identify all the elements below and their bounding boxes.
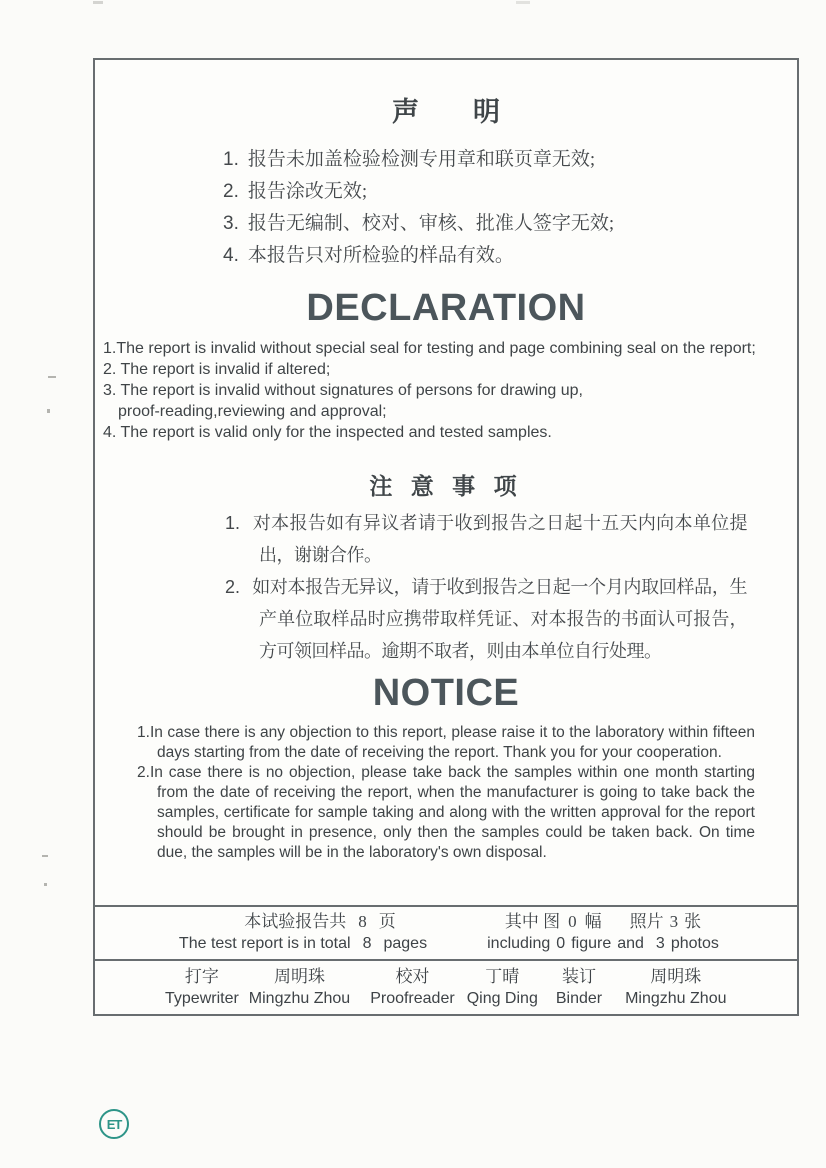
photo-unit-cn: 张 — [684, 912, 702, 931]
staff-role-binder — [556, 966, 602, 1010]
item-number: 1. — [225, 513, 241, 533]
scan-artifact — [44, 883, 47, 886]
photo-unit-en: photos — [670, 935, 719, 952]
item-text: 报告无编制、校对、审核、批准人签字无效; — [247, 213, 615, 234]
staff-row — [95, 959, 797, 1014]
item-text: 如对本报告无异议，请于收到报告之日起一个月内取回样品，生产单位取样品时应携带取样凭证、对本报告的书面认可报告，方可领回样品。逾期不取者，则由本单位自行处理。 — [252, 577, 747, 661]
item-number: 2. — [137, 764, 150, 781]
staff-name-cn: 周明珠 — [273, 966, 325, 986]
notice-en-item — [137, 763, 755, 863]
role-label-cn: 打字 — [184, 966, 219, 986]
declaration-cn-item — [223, 144, 757, 176]
scan-artifact — [516, 1, 530, 4]
figure-photo-count-block — [473, 911, 733, 955]
staff-name-en: Mingzhu Zhou — [625, 989, 727, 1007]
page-count-row — [95, 905, 797, 959]
role-label-en: Typewriter — [165, 989, 239, 1007]
declaration-list-cn — [223, 144, 757, 272]
declaration-en-item-continuation: proof-reading,reviewing and approval; — [118, 403, 387, 420]
lab-stamp-icon: ET — [99, 1109, 129, 1139]
report-border-box — [93, 58, 799, 1016]
declaration-en-item: 2. The report is invalid if altered; — [103, 361, 331, 378]
scan-artifact — [42, 855, 48, 857]
scan-artifact — [93, 1, 103, 4]
page-count-block — [165, 911, 441, 955]
item-number: 2. — [225, 577, 241, 597]
declaration-en-item: 3. The report is invalid without signatures of persons for drawing up, — [103, 382, 583, 399]
figure-count-value: 0 — [568, 912, 577, 931]
item-text: 报告涂改无效; — [247, 181, 368, 202]
declaration-en-item: 1.The report is invalid without special seal for testing and page combining seal on the report; — [103, 340, 756, 357]
declaration-cn-item — [223, 240, 757, 272]
figure-count-value: 0 — [556, 935, 566, 952]
staff-name-cn: 丁晴 — [485, 966, 520, 986]
page-unit-cn: 页 — [378, 912, 396, 931]
notice-list-en — [137, 723, 755, 863]
staff-name-proofreader — [467, 966, 538, 1010]
role-label-en: Proofreader — [370, 989, 455, 1007]
photos-label-cn: 照片 — [629, 912, 664, 931]
declaration-cn-item — [223, 208, 757, 240]
item-text: In case there is no objection, please take back the samples within one month starting from the date of receiving the report, when the manufacturer is going to take back the samples, certificate for sample taking and along with the written approval for the report should be brought in presence, only then the samples could be taken back. On time due, the samples will be in the laboratory's own disposal. — [149, 764, 755, 861]
staff-name-binder — [625, 966, 726, 1010]
item-number: 4. — [223, 245, 239, 266]
role-label-cn: 校对 — [395, 966, 430, 986]
scan-artifact — [48, 376, 56, 378]
item-number: 1. — [223, 149, 239, 170]
report-content — [95, 60, 797, 905]
declaration-cn-item — [223, 176, 757, 208]
photo-count-value: 3 — [655, 935, 665, 952]
notice-cn-item — [225, 507, 747, 571]
staff-name-en: Qing Ding — [466, 989, 538, 1007]
role-label-cn: 装订 — [561, 966, 596, 986]
staff-role-typewriter — [165, 966, 239, 1010]
photo-count-value: 3 — [669, 912, 679, 931]
scan-artifact — [47, 409, 50, 413]
declaration-en-item: 4. The report is valid only for the inspected and tested samples. — [103, 424, 552, 441]
staff-name-typewriter — [249, 966, 350, 1010]
staff-role-proofreader — [370, 966, 455, 1010]
item-text: In case there is any objection to this report, please raise it to the laboratory within fifteen days starting from the date of receiving the report. Thank you for your cooperation. — [149, 724, 755, 761]
page-count-value: 8 — [362, 935, 372, 952]
role-label-en: Binder — [555, 989, 603, 1007]
figure-photo-count-en — [473, 933, 733, 955]
notice-list-cn — [225, 507, 747, 667]
notice-title-en: NOTICE — [372, 672, 520, 714]
item-text: 本报告只对所检验的样品有效。 — [247, 245, 514, 266]
declaration-title-en: DECLARATION — [306, 287, 586, 329]
page-count-value: 8 — [358, 912, 367, 931]
page-count-en — [165, 933, 441, 955]
including-label-cn: 其中 图 — [504, 912, 561, 931]
item-text: 对本报告如有异议者请于收到报告之日起十五天内向本单位提出，谢谢合作。 — [252, 513, 747, 565]
item-text: 报告未加盖检验检测专用章和联页章无效; — [247, 149, 596, 170]
staff-name-en: Mingzhu Zhou — [248, 989, 351, 1007]
item-number: 1. — [137, 724, 150, 741]
figure-unit-en: figure — [571, 935, 612, 952]
notice-en-item — [137, 723, 755, 763]
figure-photo-count-cn — [473, 911, 733, 933]
declaration-list-en — [103, 338, 767, 443]
page-count-label-en: The test report is in total — [178, 935, 351, 952]
including-label-en: including — [487, 935, 551, 952]
figure-unit-cn: 幅 — [584, 912, 602, 931]
page-count-cn — [165, 911, 441, 933]
staff-name-cn: 周明珠 — [650, 966, 702, 986]
declaration-title-cn: 声 明 — [392, 97, 500, 127]
and-label: and — [617, 935, 644, 952]
item-number: 3. — [223, 213, 239, 234]
page-count-label-cn: 本试验报告共 — [244, 912, 347, 931]
item-number: 2. — [223, 181, 239, 202]
notice-cn-item — [225, 571, 747, 667]
page-unit-en: pages — [383, 935, 428, 952]
notice-title-cn: 注 意 事 项 — [369, 473, 523, 499]
